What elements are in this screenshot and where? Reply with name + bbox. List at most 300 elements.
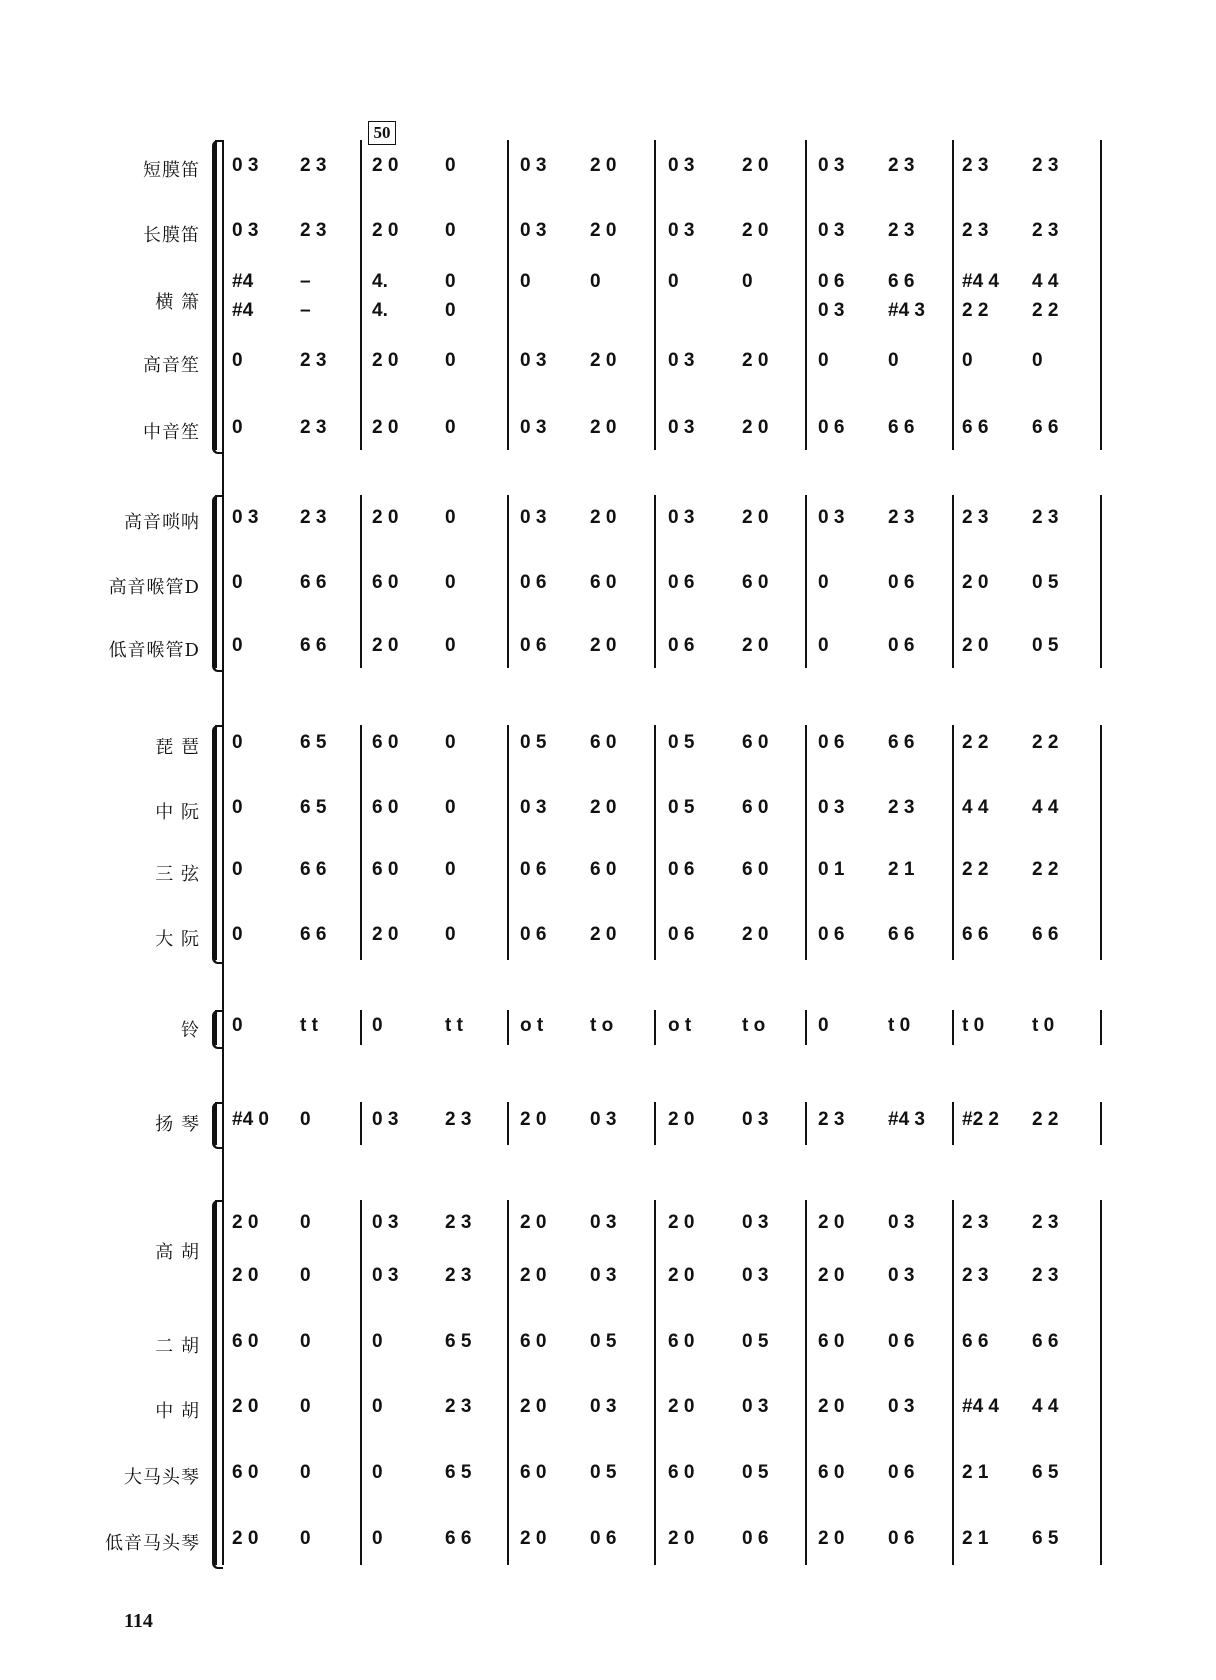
- note-cell: 0: [818, 350, 829, 371]
- note-cell: t t: [300, 1015, 318, 1036]
- note-cell: 2 0: [520, 1265, 547, 1286]
- note-cell: 6 0: [372, 732, 399, 753]
- note-cell: #4 4: [962, 271, 999, 292]
- note-cell: 4 4: [1032, 797, 1059, 818]
- note-cell: 0: [232, 732, 243, 753]
- note-cell: 0: [232, 859, 243, 880]
- note-cell: 6 0: [520, 1331, 547, 1352]
- barline: [1100, 140, 1102, 450]
- note-cell: 6 0: [668, 1331, 695, 1352]
- barline: [654, 725, 656, 960]
- note-cell: 2 3: [888, 220, 915, 241]
- note-cell: 2 3: [1032, 220, 1059, 241]
- note-cell: 0: [742, 271, 753, 292]
- note-cell: 0 3: [520, 417, 547, 438]
- note-cell: 0 6: [888, 1528, 915, 1549]
- note-cell: 6 6: [300, 924, 327, 945]
- note-cell: 6 6: [300, 635, 327, 656]
- note-cell: 2 0: [372, 220, 399, 241]
- note-cell: 0 3: [372, 1109, 399, 1130]
- note-cell: 0: [232, 924, 243, 945]
- note-cell: 0 3: [232, 220, 259, 241]
- note-cell: 0 3: [590, 1109, 617, 1130]
- note-cell: 0 3: [818, 155, 845, 176]
- note-cell: 0 6: [668, 924, 695, 945]
- instrument-label: 短膜笛: [143, 160, 200, 181]
- note-cell: 0: [300, 1462, 311, 1483]
- note-cell: #4: [232, 271, 254, 292]
- note-cell: #4: [232, 300, 254, 321]
- note-cell: 0 3: [668, 220, 695, 241]
- note-cell: 2 3: [1032, 155, 1059, 176]
- note-cell: 0 6: [888, 635, 915, 656]
- note-cell: 0 3: [818, 507, 845, 528]
- note-cell: 2 0: [520, 1109, 547, 1130]
- instrument-label: 高 胡: [155, 1242, 200, 1263]
- note-cell: 2 0: [742, 635, 769, 656]
- note-cell: 2 2: [1032, 859, 1059, 880]
- note-cell: 6 0: [372, 859, 399, 880]
- note-cell: 0 3: [888, 1396, 915, 1417]
- note-cell: 6 0: [742, 797, 769, 818]
- barline: [507, 1010, 509, 1045]
- note-cell: 0: [300, 1528, 311, 1549]
- note-cell: 6 5: [300, 797, 327, 818]
- note-cell: #4 3: [888, 1109, 925, 1130]
- note-cell: 6 0: [668, 1462, 695, 1483]
- note-cell: 2 3: [445, 1109, 472, 1130]
- note-cell: 2 1: [888, 859, 915, 880]
- barline: [654, 495, 656, 668]
- note-cell: 2 0: [668, 1212, 695, 1233]
- note-cell: 0 3: [742, 1396, 769, 1417]
- note-cell: t 0: [962, 1015, 985, 1036]
- note-cell: 2 2: [1032, 732, 1059, 753]
- barline: [805, 495, 807, 668]
- note-cell: 0: [818, 1015, 829, 1036]
- barline: [360, 1102, 362, 1145]
- note-cell: t o: [742, 1015, 766, 1036]
- note-cell: 0: [445, 924, 456, 945]
- note-cell: 6 0: [818, 1462, 845, 1483]
- note-cell: 2 0: [742, 220, 769, 241]
- note-cell: 2 0: [742, 155, 769, 176]
- note-cell: 0 3: [372, 1212, 399, 1233]
- note-cell: 0: [372, 1396, 383, 1417]
- note-cell: 2 0: [590, 220, 617, 241]
- note-cell: 0: [445, 635, 456, 656]
- note-cell: 0: [300, 1396, 311, 1417]
- note-cell: 2 0: [590, 417, 617, 438]
- instrument-label: 铃: [181, 1020, 200, 1041]
- barline: [507, 1200, 509, 1565]
- note-cell: 0 6: [590, 1528, 617, 1549]
- note-cell: #4 3: [888, 300, 925, 321]
- note-cell: 6 5: [445, 1462, 472, 1483]
- note-cell: 2 0: [818, 1212, 845, 1233]
- note-cell: 6 0: [742, 572, 769, 593]
- note-cell: 6 0: [742, 859, 769, 880]
- note-cell: 0 6: [668, 572, 695, 593]
- note-cell: –: [300, 300, 311, 321]
- note-cell: 2 3: [888, 507, 915, 528]
- note-cell: 2 0: [590, 350, 617, 371]
- note-cell: 6 6: [888, 271, 915, 292]
- note-cell: 6 6: [1032, 417, 1059, 438]
- note-cell: 0 3: [818, 797, 845, 818]
- barline: [654, 1200, 656, 1565]
- note-cell: 2 1: [962, 1462, 989, 1483]
- note-cell: 0: [590, 271, 601, 292]
- note-cell: 2 0: [590, 507, 617, 528]
- note-cell: 6 0: [818, 1331, 845, 1352]
- note-cell: 6 0: [520, 1462, 547, 1483]
- note-cell: 0 3: [818, 300, 845, 321]
- note-cell: 2 0: [742, 507, 769, 528]
- barline: [507, 1102, 509, 1145]
- note-cell: 2 0: [818, 1265, 845, 1286]
- note-cell: 2 0: [232, 1396, 259, 1417]
- note-cell: 2 0: [742, 417, 769, 438]
- note-cell: 6 5: [1032, 1528, 1059, 1549]
- note-cell: 0 3: [668, 155, 695, 176]
- instrument-label: 二 胡: [155, 1336, 200, 1357]
- note-cell: 0: [445, 507, 456, 528]
- note-cell: 2 0: [372, 417, 399, 438]
- note-cell: 2 0: [372, 635, 399, 656]
- note-cell: 0: [300, 1265, 311, 1286]
- note-cell: 2 0: [232, 1528, 259, 1549]
- barline: [952, 1102, 954, 1145]
- note-cell: 0: [1032, 350, 1043, 371]
- instrument-label: 大马头琴: [124, 1467, 200, 1488]
- note-cell: 2 3: [300, 507, 327, 528]
- note-cell: 0 3: [742, 1265, 769, 1286]
- note-cell: t 0: [888, 1015, 911, 1036]
- barline: [507, 140, 509, 450]
- note-cell: 0 3: [742, 1212, 769, 1233]
- barline: [805, 140, 807, 450]
- note-cell: 0 3: [818, 220, 845, 241]
- note-cell: 6 0: [590, 732, 617, 753]
- note-cell: 2 0: [372, 507, 399, 528]
- barline: [952, 495, 954, 668]
- page-number: 114: [124, 1610, 153, 1632]
- note-cell: 2 3: [300, 155, 327, 176]
- note-cell: 6 5: [1032, 1462, 1059, 1483]
- note-cell: 0: [445, 155, 456, 176]
- note-cell: 2 3: [962, 507, 989, 528]
- note-cell: 4.: [372, 300, 388, 321]
- barline: [805, 725, 807, 960]
- note-cell: 0: [445, 271, 456, 292]
- barline: [654, 1102, 656, 1145]
- note-cell: 2 3: [888, 155, 915, 176]
- note-cell: 0 5: [520, 732, 547, 753]
- note-cell: 0: [232, 417, 243, 438]
- note-cell: 0 6: [818, 924, 845, 945]
- note-cell: #2 2: [962, 1109, 999, 1130]
- note-cell: #4 4: [962, 1396, 999, 1417]
- note-cell: 0 6: [520, 859, 547, 880]
- note-cell: 0 3: [520, 350, 547, 371]
- note-cell: 6 0: [742, 732, 769, 753]
- instrument-label: 低音马头琴: [105, 1533, 200, 1554]
- note-cell: 0: [668, 271, 679, 292]
- barline: [805, 1200, 807, 1565]
- note-cell: 0 3: [232, 155, 259, 176]
- note-cell: 2 2: [962, 300, 989, 321]
- note-cell: 0 3: [520, 220, 547, 241]
- note-cell: 6 5: [445, 1331, 472, 1352]
- instrument-label: 高音唢呐: [124, 512, 200, 533]
- note-cell: 0 5: [668, 732, 695, 753]
- note-cell: 2 3: [1032, 507, 1059, 528]
- note-cell: 0 3: [888, 1212, 915, 1233]
- note-cell: 0 3: [590, 1265, 617, 1286]
- note-cell: 0: [372, 1331, 383, 1352]
- note-cell: 6 6: [888, 732, 915, 753]
- note-cell: 0 3: [590, 1212, 617, 1233]
- note-cell: 2 0: [590, 797, 617, 818]
- barline: [360, 1200, 362, 1565]
- instrument-label: 低音喉管D: [108, 640, 200, 661]
- note-cell: 0: [232, 572, 243, 593]
- note-cell: 2 3: [300, 220, 327, 241]
- note-cell: 2 0: [962, 572, 989, 593]
- note-cell: o t: [520, 1015, 544, 1036]
- note-cell: 6 0: [232, 1331, 259, 1352]
- note-cell: 6 5: [300, 732, 327, 753]
- note-cell: 0: [445, 732, 456, 753]
- note-cell: 6 6: [300, 859, 327, 880]
- note-cell: 2 0: [372, 155, 399, 176]
- note-cell: 6 0: [372, 797, 399, 818]
- note-cell: 0: [818, 635, 829, 656]
- note-cell: 0 6: [520, 572, 547, 593]
- note-cell: –: [300, 271, 311, 292]
- instrument-label: 长膜笛: [143, 225, 200, 246]
- instrument-label: 中 胡: [155, 1401, 200, 1422]
- note-cell: 2 0: [372, 350, 399, 371]
- note-cell: 0: [445, 220, 456, 241]
- barline: [360, 495, 362, 668]
- instrument-label: 琵 琶: [155, 737, 200, 758]
- note-cell: 2 0: [520, 1212, 547, 1233]
- note-cell: 0 6: [818, 732, 845, 753]
- note-cell: 2 0: [372, 924, 399, 945]
- note-cell: 6 0: [232, 1462, 259, 1483]
- note-cell: 6 6: [962, 924, 989, 945]
- note-cell: #4 0: [232, 1109, 269, 1130]
- note-cell: 0 3: [590, 1396, 617, 1417]
- note-cell: 0 6: [520, 635, 547, 656]
- note-cell: 2 2: [1032, 300, 1059, 321]
- note-cell: 0: [300, 1212, 311, 1233]
- note-cell: 6 0: [590, 859, 617, 880]
- note-cell: 2 3: [962, 1265, 989, 1286]
- barline: [952, 140, 954, 450]
- note-cell: 4 4: [962, 797, 989, 818]
- note-cell: 2 0: [962, 635, 989, 656]
- note-cell: 0 3: [520, 155, 547, 176]
- note-cell: 0: [300, 1109, 311, 1130]
- note-cell: 0 3: [742, 1109, 769, 1130]
- note-cell: 0 5: [1032, 635, 1059, 656]
- barline: [1100, 725, 1102, 960]
- note-cell: 2 0: [742, 924, 769, 945]
- instrument-label: 三 弦: [155, 864, 200, 885]
- instrument-label: 中音笙: [143, 422, 200, 443]
- note-cell: t o: [590, 1015, 614, 1036]
- note-cell: 6 0: [372, 572, 399, 593]
- note-cell: 0 3: [888, 1265, 915, 1286]
- note-cell: 2 3: [445, 1212, 472, 1233]
- note-cell: 0 5: [590, 1331, 617, 1352]
- note-cell: 2 2: [1032, 1109, 1059, 1130]
- barline: [1100, 1200, 1102, 1565]
- note-cell: 2 3: [1032, 1265, 1059, 1286]
- instrument-label: 横 箫: [155, 292, 200, 313]
- note-cell: 0 3: [668, 507, 695, 528]
- note-cell: 0: [300, 1331, 311, 1352]
- barline: [1100, 1010, 1102, 1045]
- note-cell: t t: [445, 1015, 463, 1036]
- note-cell: 0: [445, 859, 456, 880]
- note-cell: 0: [372, 1015, 383, 1036]
- note-cell: 2 3: [962, 1212, 989, 1233]
- instrument-label: 高音笙: [143, 355, 200, 376]
- note-cell: 2 0: [232, 1265, 259, 1286]
- note-cell: 6 6: [300, 572, 327, 593]
- barline: [360, 725, 362, 960]
- note-cell: 0 3: [372, 1265, 399, 1286]
- note-cell: 2 3: [1032, 1212, 1059, 1233]
- note-cell: 0 6: [668, 859, 695, 880]
- note-cell: 4 4: [1032, 1396, 1059, 1417]
- note-cell: 2 0: [668, 1265, 695, 1286]
- note-cell: 2 3: [962, 220, 989, 241]
- note-cell: 0 6: [818, 417, 845, 438]
- barline: [507, 495, 509, 668]
- barline: [360, 140, 362, 450]
- note-cell: 0 5: [590, 1462, 617, 1483]
- note-cell: 0 6: [888, 1331, 915, 1352]
- note-cell: 0: [445, 572, 456, 593]
- note-cell: 0 6: [818, 271, 845, 292]
- note-cell: 2 0: [668, 1528, 695, 1549]
- note-cell: 2 3: [445, 1265, 472, 1286]
- note-cell: 0: [232, 1015, 243, 1036]
- note-cell: 6 6: [888, 924, 915, 945]
- note-cell: 6 6: [888, 417, 915, 438]
- note-cell: 0: [445, 417, 456, 438]
- note-cell: 0 6: [888, 1462, 915, 1483]
- barline: [1100, 1102, 1102, 1145]
- note-cell: 0 1: [818, 859, 845, 880]
- note-cell: 0 5: [1032, 572, 1059, 593]
- note-cell: 2 0: [742, 350, 769, 371]
- system-line: [222, 140, 224, 1565]
- barline: [1100, 495, 1102, 668]
- note-cell: 0 3: [668, 350, 695, 371]
- note-cell: 4 4: [1032, 271, 1059, 292]
- note-cell: 0 6: [742, 1528, 769, 1549]
- note-cell: 2 0: [668, 1396, 695, 1417]
- barline: [654, 140, 656, 450]
- note-cell: 0: [888, 350, 899, 371]
- note-cell: 0: [232, 350, 243, 371]
- barline: [654, 1010, 656, 1045]
- rehearsal-mark: 50: [368, 121, 396, 145]
- note-cell: 6 6: [1032, 924, 1059, 945]
- note-cell: 2 0: [232, 1212, 259, 1233]
- barline: [805, 1102, 807, 1145]
- note-cell: 0: [372, 1528, 383, 1549]
- barline: [360, 1010, 362, 1045]
- note-cell: 2 2: [962, 732, 989, 753]
- note-cell: 4.: [372, 271, 388, 292]
- barline: [952, 725, 954, 960]
- note-cell: 0 3: [520, 507, 547, 528]
- note-cell: 2 0: [520, 1528, 547, 1549]
- note-cell: 2 0: [668, 1109, 695, 1130]
- note-cell: 0 5: [742, 1462, 769, 1483]
- barline: [507, 725, 509, 960]
- note-cell: 6 6: [962, 417, 989, 438]
- barline: [952, 1010, 954, 1045]
- note-cell: 0 6: [520, 924, 547, 945]
- note-cell: 2 0: [590, 924, 617, 945]
- note-cell: 2 3: [300, 417, 327, 438]
- note-cell: 0: [445, 797, 456, 818]
- note-cell: 0 3: [668, 417, 695, 438]
- note-cell: 0: [445, 300, 456, 321]
- note-cell: 2 0: [590, 155, 617, 176]
- instrument-label: 大 阮: [155, 929, 200, 950]
- instrument-label: 扬 琴: [155, 1114, 200, 1135]
- note-cell: 0: [445, 350, 456, 371]
- note-cell: 2 0: [818, 1528, 845, 1549]
- note-cell: 2 0: [590, 635, 617, 656]
- note-cell: 6 6: [1032, 1331, 1059, 1352]
- note-cell: 0: [372, 1462, 383, 1483]
- note-cell: 2 3: [300, 350, 327, 371]
- note-cell: 0 5: [668, 797, 695, 818]
- note-cell: 0: [818, 572, 829, 593]
- note-cell: 0 5: [742, 1331, 769, 1352]
- note-cell: 0: [520, 271, 531, 292]
- note-cell: 2 3: [818, 1109, 845, 1130]
- barline: [805, 1010, 807, 1045]
- barline: [952, 1200, 954, 1565]
- note-cell: 2 3: [888, 797, 915, 818]
- instrument-label: 中 阮: [155, 802, 200, 823]
- note-cell: t 0: [1032, 1015, 1055, 1036]
- note-cell: 2 3: [962, 155, 989, 176]
- note-cell: 2 2: [962, 859, 989, 880]
- note-cell: 0: [962, 350, 973, 371]
- instrument-label: 高音喉管D: [108, 577, 200, 598]
- note-cell: 0 3: [232, 507, 259, 528]
- note-cell: 6 0: [590, 572, 617, 593]
- note-cell: 2 1: [962, 1528, 989, 1549]
- note-cell: 0 6: [888, 572, 915, 593]
- note-cell: o t: [668, 1015, 692, 1036]
- note-cell: 2 3: [445, 1396, 472, 1417]
- note-cell: 6 6: [445, 1528, 472, 1549]
- note-cell: 2 0: [818, 1396, 845, 1417]
